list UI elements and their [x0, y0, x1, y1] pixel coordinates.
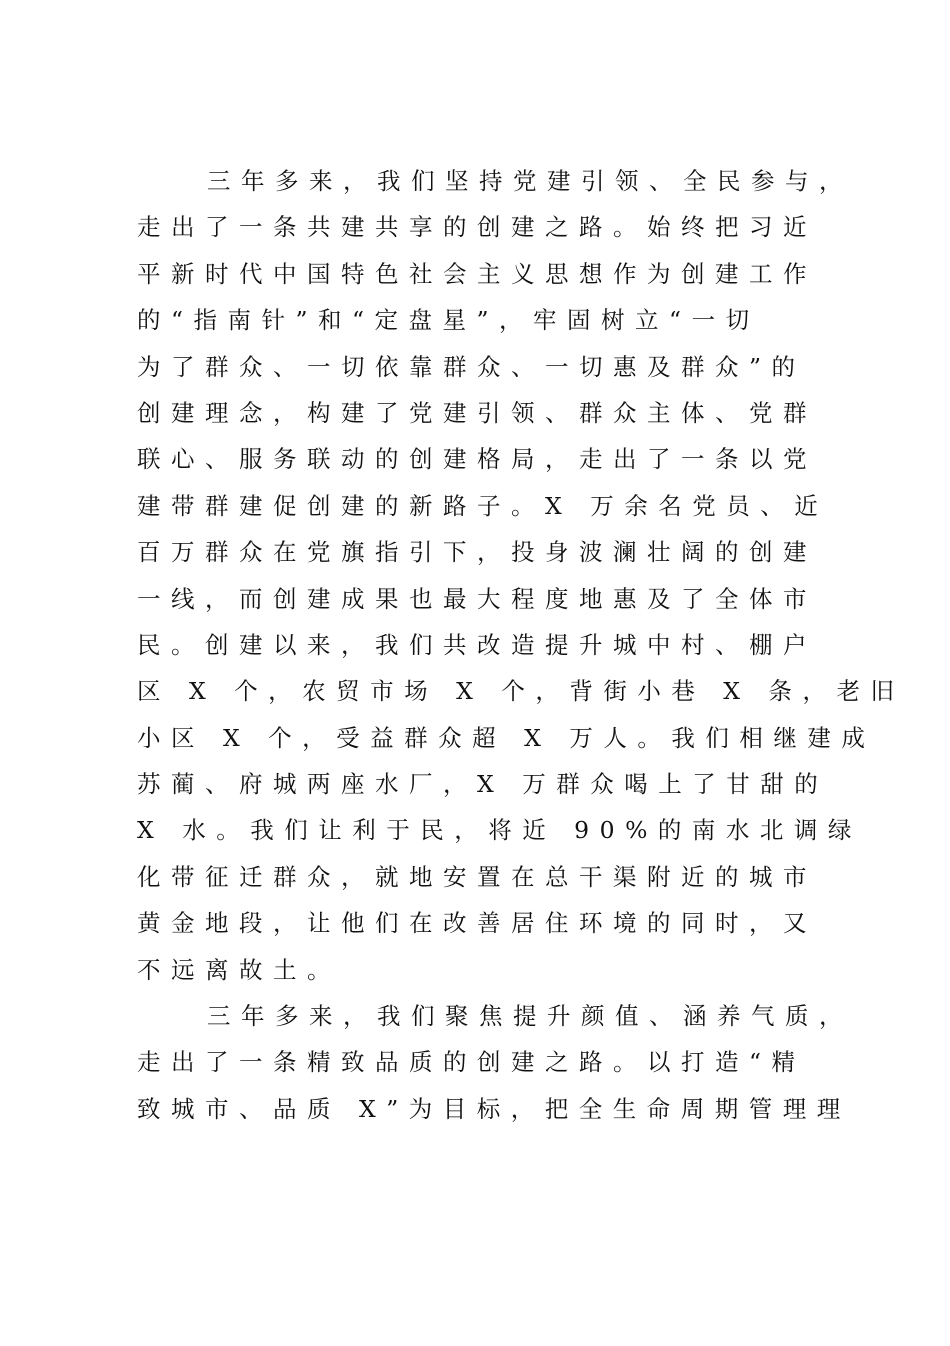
paragraph-1 [137, 158, 905, 993]
text-line: 创建理念，构建了党建引领、群众主体、党群 [137, 398, 817, 427]
text-line: 化带征迁群众，就地安置在总干渠附近的城市 [137, 862, 817, 891]
text-line: 民。创建以来，我们共改造提升城中村、棚户 [137, 630, 817, 659]
text-line: 联心、服务联动的创建格局，走出了一条以党 [137, 445, 817, 474]
text-line: 致城市、品质 X”为目标，把全生命周期管理理 [137, 1094, 851, 1123]
text-line: 百万群众在党旗指引下，投身波澜壮阔的创建 [137, 538, 817, 567]
text-line: 平新时代中国特色社会主义思想作为创建工作 [137, 259, 817, 288]
text-line: 建带群建促创建的新路子。X 万余名党员、近 [137, 491, 829, 520]
document-body [137, 158, 905, 1132]
text-line: 不远离故土。 [137, 955, 341, 984]
text-line: 黄金地段，让他们在改善居住环境的同时，又 [137, 909, 817, 938]
text-line: 三年多来，我们坚持党建引领、全民参与， [207, 167, 853, 195]
paragraph-2 [137, 993, 853, 1132]
text-line: 小区 X 个，受益群众超 X 万人。我们相继建成 [137, 723, 876, 752]
text-line: 三年多来，我们聚焦提升颜值、涵养气质， [207, 1002, 853, 1031]
text-line: 的“指南针”和“定盘星”，牢固树立“一切 [137, 306, 760, 335]
text-line: 一线，而创建成果也最大程度地惠及了全体市 [137, 584, 817, 613]
text-line: X 水。我们让利于民，将近 90%的南水北调绿 [137, 816, 862, 845]
text-line: 苏蔺、府城两座水厂，X 万群众喝上了甘甜的 [137, 770, 829, 799]
text-line: 走出了一条精致品质的创建之路。以打造“精 [137, 1048, 806, 1077]
text-line: 为了群众、一切依靠群众、一切惠及群众”的 [137, 352, 806, 381]
text-line: 走出了一条共建共享的创建之路。始终把习近 [137, 213, 817, 242]
text-line: 区 X 个，农贸市场 X 个，背街小巷 X 条，老旧 [137, 677, 905, 706]
